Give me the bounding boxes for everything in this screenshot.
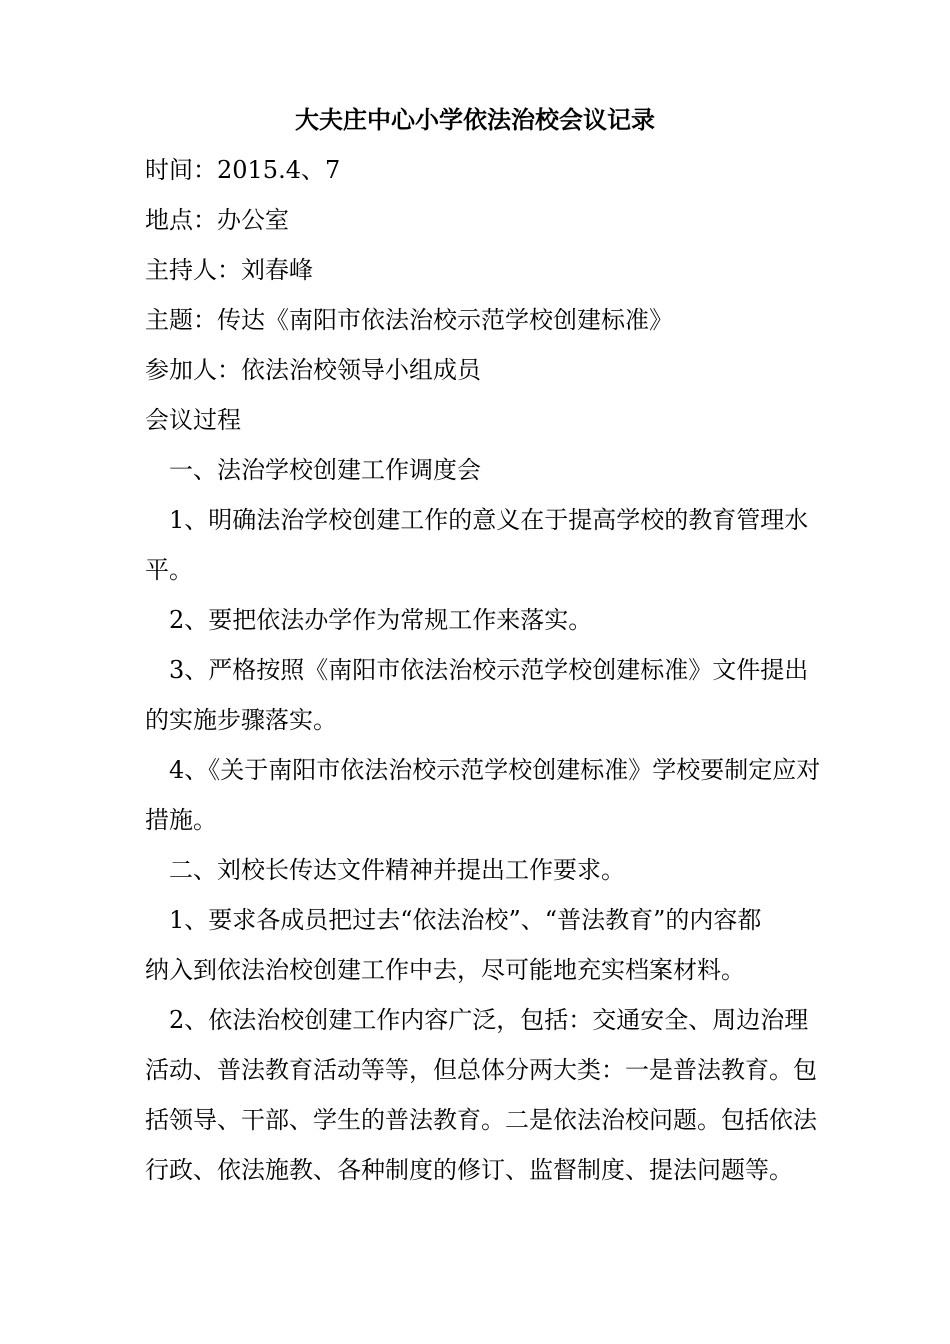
body-line: 3、严格按照《南阳市依法治校示范学校创建标准》文件提出 bbox=[169, 656, 809, 684]
body-line: 活动、普法教育活动等等，但总体分两大类：一是普法教育。包 bbox=[145, 1056, 817, 1084]
body-line: 地点：办公室 bbox=[145, 206, 289, 234]
body-line: 纳入到依法治校创建工作中去，尽可能地充实档案材料。 bbox=[145, 956, 745, 984]
body-line: 4、《关于南阳市依法治校示范学校创建标准》学校要制定应对 bbox=[169, 756, 821, 784]
body-line: 会议过程 bbox=[145, 406, 241, 434]
body-line: 1、明确法治学校创建工作的意义在于提高学校的教育管理水 bbox=[169, 506, 809, 534]
document-body bbox=[145, 150, 825, 1200]
document-title: 大夫庄中心小学依法治校会议记录 bbox=[295, 105, 655, 134]
body-line: 主题：传达《南阳市依法治校示范学校创建标准》 bbox=[145, 306, 673, 334]
body-line: 1、要求各成员把过去“依法治校”、“普法教育”的内容都 bbox=[169, 906, 762, 934]
body-line: 行政、依法施教、各种制度的修订、监督制度、提法问题等。 bbox=[145, 1156, 793, 1184]
body-line: 括领导、干部、学生的普法教育。二是依法治校问题。包括依法 bbox=[145, 1106, 817, 1134]
body-line: 措施。 bbox=[145, 806, 217, 834]
body-line: 2、要把依法办学作为常规工作来落实。 bbox=[169, 606, 593, 634]
body-line: 一、法治学校创建工作调度会 bbox=[169, 456, 481, 484]
body-line: 2、依法治校创建工作内容广泛，包括：交通安全、周边治理 bbox=[169, 1006, 809, 1034]
body-line: 的实施步骤落实。 bbox=[145, 706, 337, 734]
body-line: 参加人：依法治校领导小组成员 bbox=[145, 356, 481, 384]
body-line: 平。 bbox=[145, 556, 193, 584]
body-line: 主持人：刘春峰 bbox=[145, 256, 313, 284]
body-line: 时间：2015.4、7 bbox=[145, 156, 341, 184]
body-line: 二、刘校长传达文件精神并提出工作要求。 bbox=[169, 856, 625, 884]
